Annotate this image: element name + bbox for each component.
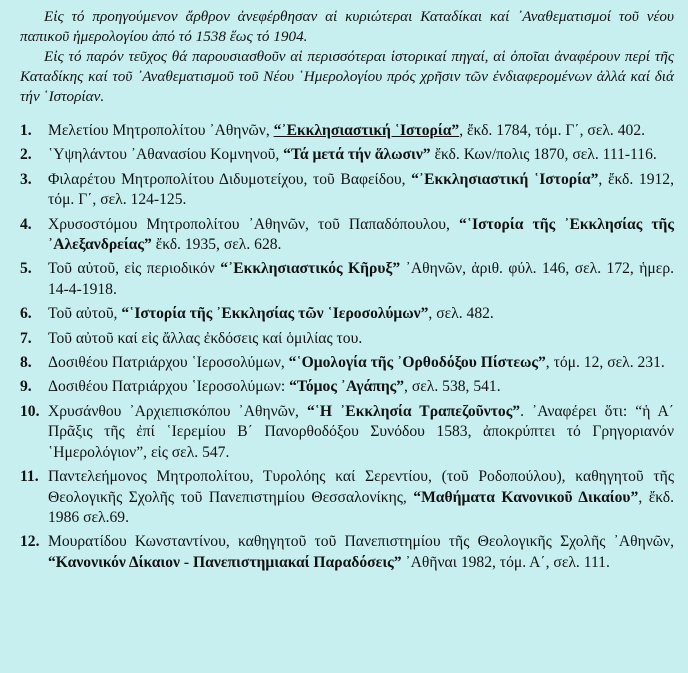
reference-number: 1. [20, 122, 32, 139]
reference-title: “῾Η ᾿Εκκλησία Τραπεζοῦντος” [306, 402, 521, 420]
reference-author: Τοῦ αὐτοῦ, [48, 305, 122, 323]
reference-title: “῾Ιστορία τῆς ᾿Εκκλησίας τῶν ῾Ιεροσολύμων” [121, 305, 429, 323]
reference-details: , σελ. 538, 541. [404, 378, 501, 396]
reference-item [20, 329, 674, 349]
reference-item [20, 402, 674, 463]
reference-title: “῾Ιστορία τῆς ᾿Εκκλησίας τῆς ᾿Αλεξανδρείας” [48, 215, 674, 254]
reference-author: Δοσιθέου Πατριάρχου ῾Ιεροσολύμων: [48, 378, 290, 396]
reference-details: , ἔκδ. 1912, τόμ. Γ΄, σελ. 124-125. [48, 170, 674, 209]
reference-title: “Τά μετά τήν ἅλωσιν” [283, 146, 431, 164]
reference-item [20, 259, 674, 300]
reference-author: Χρυσάνθου ᾿Αρχιεπισκόπου ᾿Αθηνῶν, [48, 402, 307, 420]
reference-number: 5. [20, 260, 32, 278]
reference-title: “Μαθήματα Κανονικοῦ Δικαίου” [413, 488, 639, 506]
reference-number: 8. [20, 354, 32, 372]
intro-block [20, 7, 674, 107]
reference-number: 2. [20, 146, 32, 164]
reference-author: Τοῦ αὐτοῦ καί εἰς ἄλλας ἐκδόσεις καί ὁμιλίας του. [48, 329, 363, 347]
reference-details: ᾿Αθηνῶν, ἀριθ. φύλ. 146, σελ. 172, ἡμερ. 14-4-1918. [48, 260, 674, 298]
reference-number: 12. [20, 533, 40, 551]
reference-details: , ἔκδ. 1784, τόμ. Γ΄, σελ. 402. [459, 122, 646, 139]
reference-details: . ᾿Αναφέρει ὅτι: “ἡ Α΄ Πρᾶξις τῆς ἐπί ῾Ιερεμίου Β΄ Πανορθοδόξου Συνόδου 1583, ἀποκρύπτει τό Γρηγοριανόν ῾Ημερολόγιον”, εἰς σελ. 547. [48, 402, 675, 461]
reference-author: Φιλαρέτου Μητροπολίτου Διδυμοτείχου, τοῦ Βαφείδου, [48, 170, 412, 188]
reference-number: 3. [20, 170, 32, 188]
reference-author: Χρυσοστόμου Μητροπολίτου ᾿Αθηνῶν, τοῦ Παπαδόπουλου, [48, 215, 460, 233]
reference-details: , ἔκδ. 1986 σελ.69. [48, 488, 675, 526]
reference-details: , σελ. 482. [428, 305, 494, 323]
reference-author: ῾Υψηλάντου ᾿Αθανασίου Κομνηνοῦ, [48, 146, 284, 164]
reference-title: “Κανονικόν Δίκαιον - Πανεπιστημιακαί Παραδόσεις” [48, 553, 402, 571]
reference-title: “᾿Εκκλησιαστική ῾Ιστορία” [273, 122, 460, 139]
reference-item [20, 353, 674, 373]
reference-author: Δοσιθέου Πατριάρχου ῾Ιεροσολύμων, [48, 354, 289, 372]
reference-number: 4. [20, 215, 32, 233]
reference-item [20, 121, 674, 141]
reference-number: 7. [20, 329, 32, 347]
reference-title: “᾿Εκκλησιαστικός Κῆρυξ” [220, 260, 401, 278]
reference-item [20, 215, 674, 256]
reference-item [20, 145, 674, 165]
reference-title: “᾿Εκκλησιαστική ῾Ιστορία” [411, 170, 599, 188]
reference-item [20, 304, 674, 324]
intro-paragraph-2: Εἰς τό παρόν τεῦχος θά παρουσιασθοῦν αἱ περισσότεραι ἱστορικαί πηγαί, αἱ ὁποῖαι ἀναφέρουν περί τῆς Καταδίκης καί τοῦ ᾿Αναθεματισμοῦ τοῦ Νέου ῾Ημερολογίου πρός χρῆσιν τῶν ἐνδιαφερομένων ἀλλά καί διά τήν ῾Ιστορίαν. [20, 48, 674, 105]
reference-list [20, 121, 674, 573]
reference-item [20, 377, 674, 397]
reference-title: “Τόμος ᾿Αγάπης” [289, 378, 405, 396]
reference-details: , τόμ. 12, σελ. 231. [545, 354, 665, 372]
reference-details: ᾿Αθῆναι 1982, τόμ. Α΄, σελ. 111. [401, 553, 610, 571]
reference-number: 6. [20, 305, 32, 323]
reference-item [20, 532, 674, 573]
reference-author: Παντελεήμονος Μητροπολίτου, Τυρολόης καί Σερεντίου, (τοῦ Ροδοπούλου), καθηγητοῦ τῆς Θεολογικῆς Σχολῆς τοῦ Πανεπιστημίου Θεσσαλονίκης, [48, 468, 674, 506]
intro-paragraph-1: Εἰς τό προηγούμενον ἄρθρον ἀνεφέρθησαν αἱ κυριώτεραι Καταδίκαι καί ᾿Αναθεματισμοί τοῦ νέου παπικοῦ ἡμερολογίου ἀπό τό 1538 ἕως τό 1904. [20, 8, 674, 45]
reference-number: 9. [20, 378, 32, 396]
reference-title: “῾Ομολογία τῆς ᾿Ορθοδόξου Πίστεως” [288, 354, 546, 372]
reference-details: ἔκδ. Κων/πολις 1870, σελ. 111-116. [430, 146, 657, 164]
reference-item [20, 170, 674, 211]
reference-author: Μελετίου Μητροπολίτου ᾿Αθηνῶν, [48, 122, 274, 139]
reference-item [20, 467, 674, 528]
reference-number: 10. [20, 402, 40, 420]
reference-number: 11. [20, 468, 39, 486]
reference-author: Τοῦ αὐτοῦ, εἰς περιοδικόν [48, 260, 221, 278]
reference-details: ἔκδ. 1935, σελ. 628. [151, 236, 282, 254]
reference-author: Μουρατίδου Κωνσταντίνου, καθηγητοῦ τοῦ Πανεπιστημίου τῆς Θεολογικῆς Σχολῆς ᾿Αθηνῶν, [48, 533, 674, 551]
